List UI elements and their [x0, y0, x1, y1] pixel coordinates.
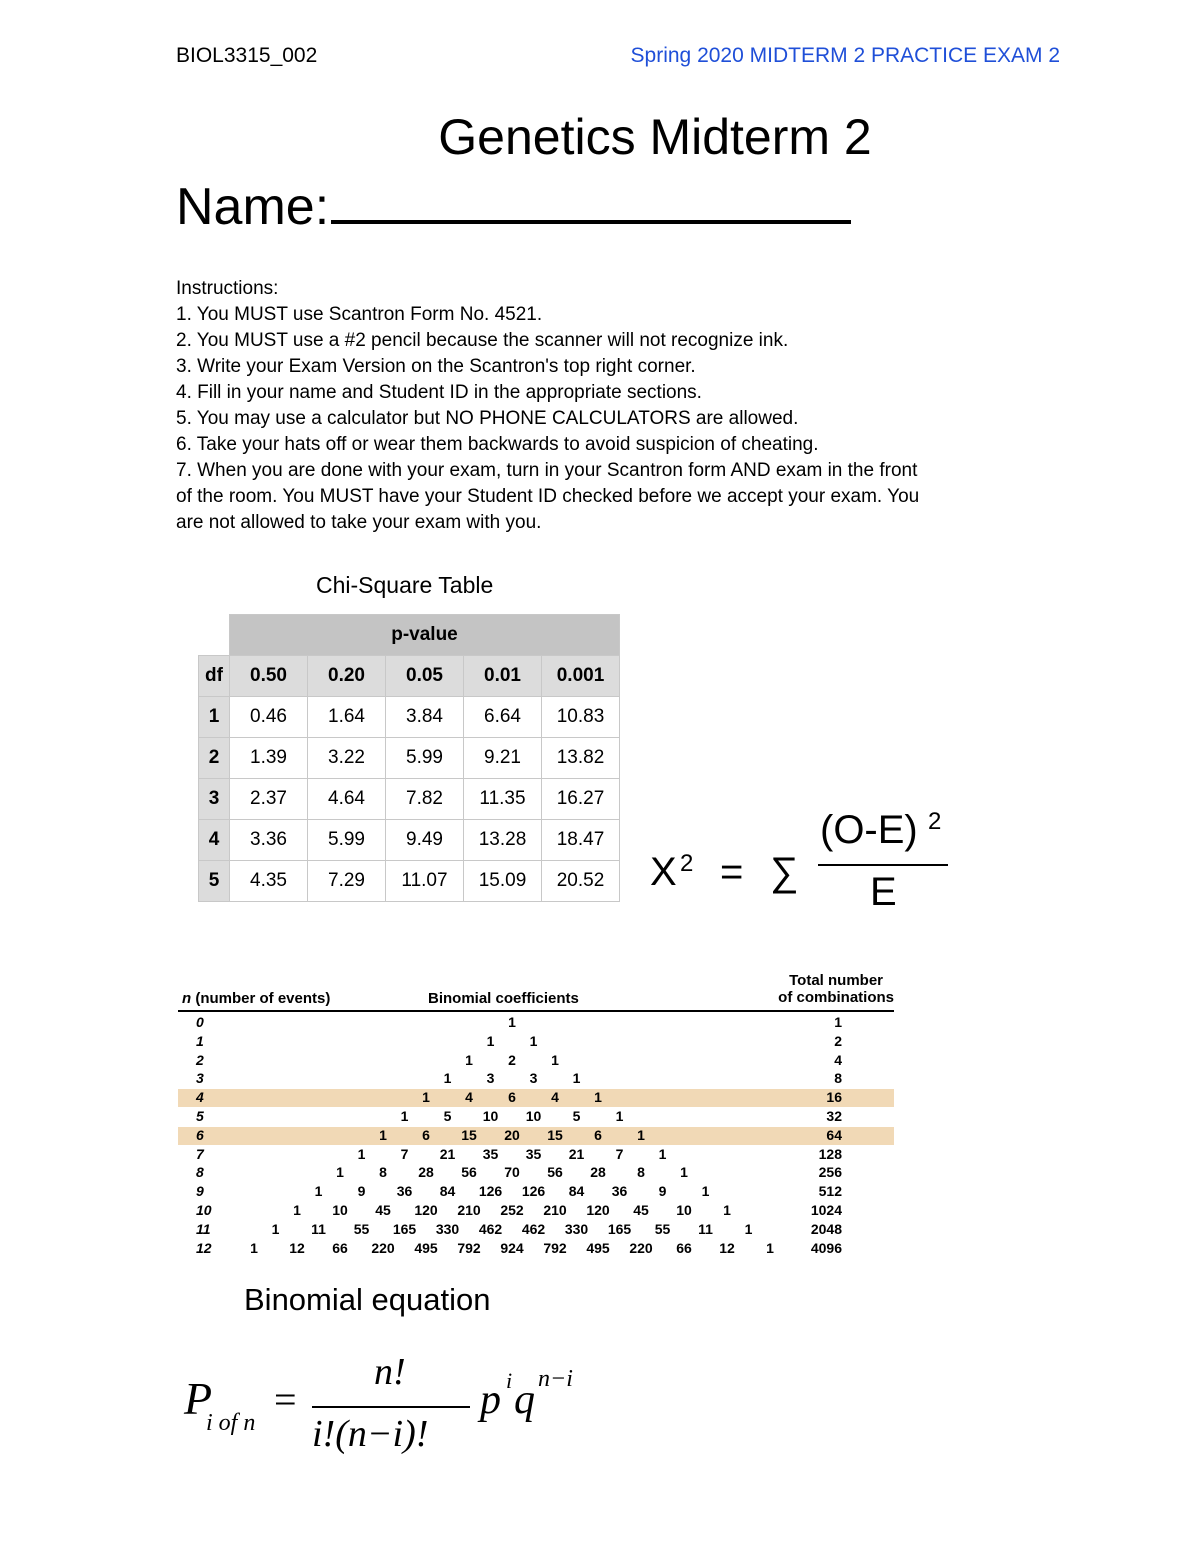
- table-row: [178, 1127, 894, 1145]
- row-n: 8: [196, 1164, 204, 1181]
- coefficient: 28: [418, 1164, 434, 1181]
- coefficient: 56: [461, 1164, 477, 1181]
- coefficient: 120: [414, 1202, 438, 1218]
- coefficient: 11: [698, 1220, 713, 1237]
- coefficient: 924: [500, 1239, 524, 1256]
- row-total: 128: [818, 1145, 842, 1162]
- coefficient: 12: [289, 1239, 305, 1256]
- coefficient: 70: [504, 1164, 520, 1181]
- table-cell: 3.22: [308, 738, 386, 779]
- coefficient: 165: [607, 1220, 632, 1237]
- coefficient: 10: [482, 1108, 499, 1124]
- column-header-n-label: (number of events): [195, 990, 331, 1007]
- coefficient: 36: [611, 1183, 628, 1200]
- table-row: [178, 1240, 894, 1258]
- column-header-coefficients: Binomial coefficients: [428, 990, 579, 1007]
- row-total: 64: [826, 1126, 842, 1143]
- table-cell: 10.83: [542, 697, 620, 738]
- table-row: [178, 1221, 894, 1239]
- df-cell: 2: [199, 738, 230, 779]
- row-total: 1024: [810, 1202, 842, 1218]
- row-n: 0: [196, 1014, 204, 1030]
- coefficient: 3: [486, 1070, 495, 1087]
- coefficient: 1: [658, 1145, 667, 1162]
- row-n: 11: [196, 1220, 211, 1237]
- table-cell: 3.84: [386, 697, 464, 738]
- binomial-equation-title: Binomial equation: [244, 1282, 491, 1317]
- instruction-item: 5. You may use a calculator but NO PHONE CALCULATORS are allowed.: [176, 408, 799, 429]
- coefficient: 330: [435, 1220, 460, 1237]
- coefficient: 10: [676, 1202, 692, 1218]
- column-header: 0.001: [542, 656, 620, 697]
- chi-square-title: Chi-Square Table: [316, 572, 494, 598]
- table-row: [178, 1052, 894, 1070]
- chi-square-table: [198, 614, 620, 902]
- binomial-equation: [178, 1350, 598, 1470]
- coefficient: 9: [658, 1183, 667, 1200]
- coefficient: 7: [400, 1145, 409, 1162]
- coefficient: 792: [457, 1239, 481, 1256]
- coefficient: 1: [551, 1051, 559, 1068]
- table-row: [178, 1202, 894, 1220]
- instruction-item: 1. You MUST use Scantron Form No. 4521.: [176, 304, 543, 325]
- table-row: [199, 861, 620, 902]
- coefficient: 1: [723, 1202, 731, 1218]
- column-header: 0.50: [230, 656, 308, 697]
- row-n: 6: [196, 1126, 204, 1143]
- table-row: [178, 1033, 894, 1051]
- page-title: Genetics Midterm 2: [438, 109, 872, 165]
- coefficient: 20: [504, 1126, 520, 1143]
- row-total: 16: [826, 1089, 842, 1106]
- coefficient: 84: [439, 1183, 456, 1200]
- df-cell: 3: [199, 779, 230, 820]
- coefficient: 126: [478, 1183, 503, 1200]
- table-cell: 9.21: [464, 738, 542, 779]
- table-cell: 16.27: [542, 779, 620, 820]
- formula-equals: =: [720, 850, 744, 894]
- row-total: 1: [834, 1014, 842, 1030]
- coefficient: 1: [314, 1183, 323, 1200]
- coefficient: 210: [543, 1202, 567, 1218]
- table-cell: 13.82: [542, 738, 620, 779]
- table-cell: 18.47: [542, 820, 620, 861]
- column-header-total: [778, 972, 894, 1006]
- table-row: [178, 1070, 894, 1088]
- row-total: 4: [834, 1051, 842, 1068]
- equation-numerator: n!: [374, 1351, 406, 1393]
- table-row: [178, 1014, 894, 1032]
- equation-denominator: i!(n−i)!: [312, 1413, 429, 1455]
- p-term: p: [480, 1377, 501, 1423]
- table-row: [178, 1108, 894, 1126]
- coefficient: 8: [637, 1164, 645, 1181]
- df-header: df: [199, 656, 230, 697]
- coefficient: 35: [525, 1145, 542, 1162]
- instructions-heading: Instructions:: [176, 278, 279, 299]
- coefficient: 10: [525, 1108, 542, 1124]
- column-header: 0.20: [308, 656, 386, 697]
- coefficient: 1: [379, 1126, 387, 1143]
- coefficient: 9: [357, 1183, 366, 1200]
- table-row: [199, 820, 620, 861]
- coefficient: 11: [311, 1220, 326, 1237]
- table-cell: 3.36: [230, 820, 308, 861]
- coefficient: 1: [766, 1239, 774, 1256]
- sum-symbol: ∑: [770, 850, 799, 894]
- column-header-total-line1: Total number: [789, 972, 884, 989]
- column-header-row: [199, 656, 620, 697]
- instruction-item: 7. When you are done with your exam, turn in your Scantron form AND exam in the front of the room. You MUST have your Student ID checked before we accept your exam. You are not allowed to take your exam with you.: [176, 460, 925, 533]
- coefficient: 120: [586, 1202, 610, 1218]
- instruction-item: 2. You MUST use a #2 pencil because the scanner will not recognize ink.: [176, 330, 789, 351]
- coefficient: 66: [676, 1239, 692, 1256]
- row-total: 4096: [810, 1239, 842, 1256]
- course-code: BIOL3315_002: [176, 44, 318, 67]
- column-header: 0.05: [386, 656, 464, 697]
- df-cell: 5: [199, 861, 230, 902]
- coefficient: 1: [443, 1070, 452, 1087]
- instruction-item: 6. Take your hats off or wear them backwards to avoid suspicion of cheating.: [176, 434, 819, 455]
- column-header: 0.01: [464, 656, 542, 697]
- coefficient: 1: [422, 1089, 430, 1106]
- coefficient: 792: [543, 1239, 567, 1256]
- coefficient: 1: [271, 1220, 280, 1237]
- coefficient: 35: [482, 1145, 499, 1162]
- coefficient: 1: [293, 1202, 301, 1218]
- row-n: 7: [196, 1145, 204, 1162]
- instructions: [176, 276, 936, 536]
- fraction-bar: [818, 864, 948, 866]
- exam-label: Spring 2020 MIDTERM 2 PRACTICE EXAM 2: [630, 44, 1060, 67]
- row-n: 2: [196, 1051, 204, 1068]
- probability-symbol: P: [184, 1373, 213, 1424]
- table-cell: 4.35: [230, 861, 308, 902]
- table-row: [178, 1183, 894, 1201]
- equation-equals: =: [274, 1377, 297, 1422]
- coefficient: 15: [547, 1126, 563, 1143]
- coefficient: 1: [701, 1183, 710, 1200]
- formula-denominator: E: [870, 870, 897, 914]
- table-cell: 15.09: [464, 861, 542, 902]
- table-cell: 0.46: [230, 697, 308, 738]
- table-cell: 11.35: [464, 779, 542, 820]
- table-cell: 5.99: [308, 820, 386, 861]
- coefficient: 15: [461, 1126, 477, 1143]
- coefficient: 1: [744, 1220, 753, 1237]
- table-cell: 2.37: [230, 779, 308, 820]
- row-total: 512: [818, 1183, 842, 1200]
- probability-subscript: i of n: [206, 1410, 256, 1436]
- row-total: 2: [834, 1032, 842, 1049]
- name-label: Name:: [176, 178, 330, 236]
- row-n: 3: [196, 1070, 204, 1087]
- table-cell: 4.64: [308, 779, 386, 820]
- row-n: 10: [196, 1202, 212, 1218]
- row-total: 32: [826, 1108, 842, 1124]
- coefficient: 495: [414, 1239, 438, 1256]
- row-n: 1: [196, 1032, 204, 1049]
- row-n: 9: [196, 1183, 204, 1200]
- formula-numerator-exponent: 2: [928, 808, 942, 835]
- coefficient: 2: [508, 1051, 516, 1068]
- coefficient: 165: [392, 1220, 417, 1237]
- coefficient: 1: [637, 1126, 645, 1143]
- coefficient: 330: [564, 1220, 589, 1237]
- table-cell: 9.49: [386, 820, 464, 861]
- df-cell: 1: [199, 697, 230, 738]
- coefficient: 55: [353, 1220, 370, 1237]
- row-total: 2048: [810, 1220, 842, 1237]
- coefficient: 55: [654, 1220, 671, 1237]
- coefficient: 1: [529, 1032, 538, 1049]
- coefficient: 45: [375, 1202, 391, 1218]
- table-cell: 5.99: [386, 738, 464, 779]
- table-row: [178, 1089, 894, 1107]
- row-total: 8: [834, 1070, 842, 1087]
- formula-numerator: (O-E): [820, 808, 918, 852]
- coefficient: 1: [465, 1051, 473, 1068]
- coefficient: 495: [586, 1239, 610, 1256]
- formula-lhs: X: [650, 850, 677, 894]
- fraction-bar: [312, 1406, 470, 1408]
- coefficient: 28: [590, 1164, 606, 1181]
- coefficient: 21: [439, 1145, 456, 1162]
- coefficient: 45: [633, 1202, 649, 1218]
- df-cell: 4: [199, 820, 230, 861]
- coefficient: 4: [551, 1089, 559, 1106]
- coefficient: 36: [396, 1183, 413, 1200]
- table-row: [178, 1164, 894, 1182]
- table-row: [199, 779, 620, 820]
- coefficient: 7: [615, 1145, 624, 1162]
- p-exponent: i: [506, 1368, 513, 1393]
- table-cell: 1.64: [308, 697, 386, 738]
- coefficient: 1: [486, 1032, 495, 1049]
- binomial-coefficients-table: [178, 968, 894, 1258]
- row-n: 4: [196, 1089, 204, 1106]
- coefficient: 12: [719, 1239, 735, 1256]
- table-cell: 11.07: [386, 861, 464, 902]
- coefficient: 8: [379, 1164, 387, 1181]
- instruction-item: 4. Fill in your name and Student ID in the appropriate sections.: [176, 382, 702, 403]
- q-term: q: [514, 1377, 535, 1423]
- coefficient: 462: [521, 1220, 546, 1237]
- name-blank-line[interactable]: [331, 168, 851, 224]
- coefficient: 6: [508, 1089, 516, 1106]
- table-corner: [199, 615, 230, 656]
- coefficient: 5: [443, 1108, 452, 1124]
- coefficient: 220: [629, 1239, 653, 1256]
- coefficient: 6: [594, 1126, 602, 1143]
- formula-lhs-exponent: 2: [680, 850, 694, 877]
- coefficient: 66: [332, 1239, 348, 1256]
- coefficient: 1: [680, 1164, 688, 1181]
- table-cell: 6.64: [464, 697, 542, 738]
- coefficient: 4: [465, 1089, 473, 1106]
- coefficient: 1: [615, 1108, 624, 1124]
- coefficient: 6: [422, 1126, 430, 1143]
- column-header-n: n (number of events): [182, 990, 331, 1007]
- table-row: [178, 1146, 894, 1164]
- coefficient: 126: [521, 1183, 546, 1200]
- coefficient: 84: [568, 1183, 585, 1200]
- p-value-header: p-value: [230, 615, 620, 656]
- q-exponent: n−i: [538, 1366, 573, 1392]
- row-total: 256: [818, 1164, 842, 1181]
- coefficient: 56: [547, 1164, 563, 1181]
- instruction-item: 3. Write your Exam Version on the Scantron's top right corner.: [176, 356, 696, 377]
- coefficient: 21: [568, 1145, 585, 1162]
- coefficient: 462: [478, 1220, 503, 1237]
- coefficient: 3: [529, 1070, 538, 1087]
- coefficient: 1: [357, 1145, 366, 1162]
- row-n: 12: [196, 1239, 212, 1256]
- chi-square-formula: [650, 806, 970, 926]
- coefficient: 252: [500, 1202, 524, 1218]
- coefficient: 1: [250, 1239, 258, 1256]
- name-field[interactable]: [176, 168, 851, 237]
- table-row: [199, 738, 620, 779]
- table-cell: 7.29: [308, 861, 386, 902]
- header-rule: [178, 1010, 894, 1012]
- table-cell: 13.28: [464, 820, 542, 861]
- column-header-total-line2: of combinations: [778, 989, 894, 1006]
- coefficient: 1: [336, 1164, 344, 1181]
- coefficient: 210: [457, 1202, 481, 1218]
- coefficient: 1: [572, 1070, 581, 1087]
- coefficient: 220: [371, 1239, 395, 1256]
- table-cell: 7.82: [386, 779, 464, 820]
- coefficient: 1: [400, 1108, 409, 1124]
- row-n: 5: [196, 1108, 204, 1124]
- table-cell: 20.52: [542, 861, 620, 902]
- coefficient: 5: [572, 1108, 581, 1124]
- coefficient: 1: [508, 1014, 516, 1030]
- table-cell: 1.39: [230, 738, 308, 779]
- coefficient: 1: [594, 1089, 602, 1106]
- table-row: [199, 697, 620, 738]
- coefficient: 10: [332, 1202, 348, 1218]
